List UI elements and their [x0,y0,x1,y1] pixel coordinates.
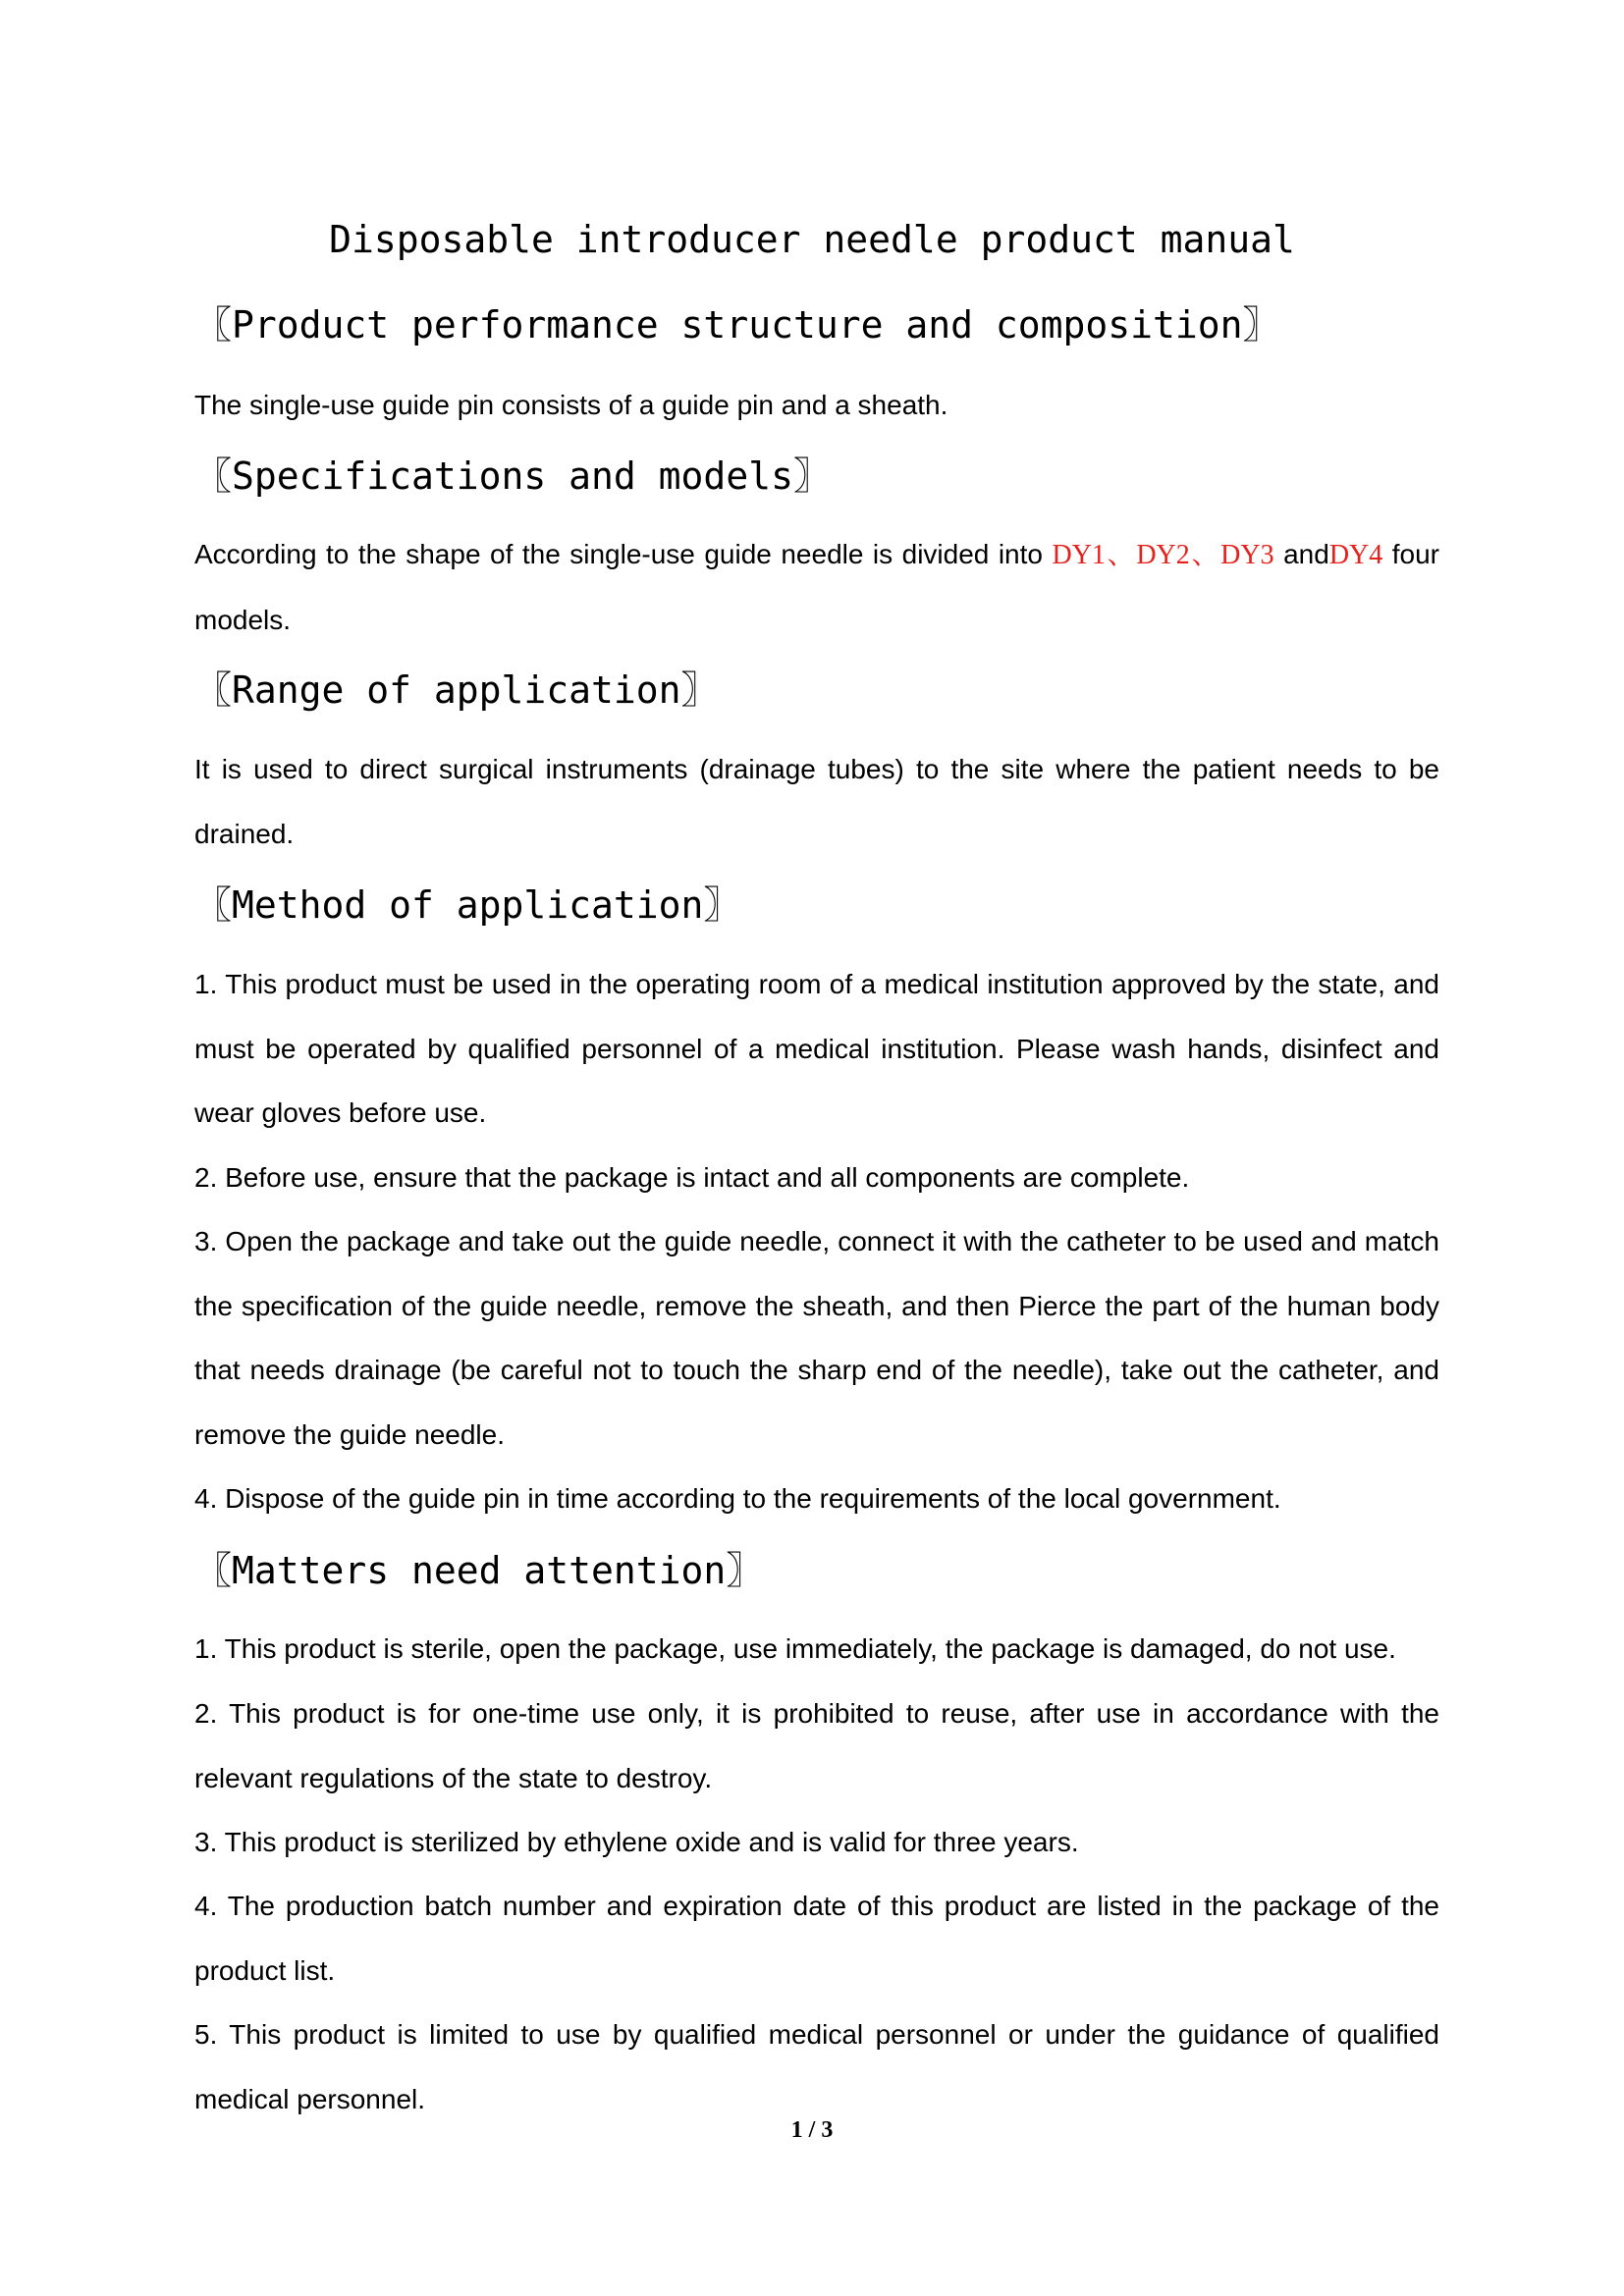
method-item-2: 2. Before use, ensure that the package is intact and all components are complete. [194,1162,1190,1193]
method-item-1: 1. This product must be used in the operating room of a medical institution approved by the state, and must be operated by qualified personnel of a medical institution. Please wash hands, disinfect and wear gloves before use. [194,969,1439,1128]
spec-model-last-red: DY4 [1328,540,1383,570]
section-heading-composition: 〖Product performance structure and composition〗 [194,303,1280,347]
spec-models-red: DY1、DY2、DY3 [1052,540,1274,570]
section-heading-method: 〖Method of application〗 [194,883,741,927]
method-item-3: 3. Open the package and take out the guide needle, connect it with the catheter to be used and match the specification of the guide needle, remove the sheath, and then Pierce the part of the human body that needs drainage (be careful not to touch the sharp end of the needle), take out the catheter, and remove the guide needle. [194,1226,1439,1450]
spec-text-start: According to the shape of the single-use guide needle is divided into [194,539,1053,569]
attention-item-1: 1. This product is sterile, open the package, use immediately, the package is damaged, do not use. [194,1633,1396,1664]
section-heading-specifications: 〖Specifications and models〗 [194,454,831,498]
paragraph-composition: The single-use guide pin consists of a guide pin and a sheath. [194,390,948,420]
spec-text-and: and [1273,539,1329,569]
attention-item-4: 4. The production batch number and expiration date of this product are listed in the package of the product list. [194,1891,1439,1986]
attention-item-5: 5. This product is limited to use by qualified medical personnel or under the guidance of qualified medical personnel. [194,2019,1439,2114]
paragraph-range: It is used to direct surgical instruments (drainage tubes) to the site where the patient needs to be drained. [194,754,1439,849]
page-number: 1 / 3 [790,2117,834,2143]
method-item-4: 4. Dispose of the guide pin in time according to the requirements of the local government. [194,1483,1281,1514]
attention-item-3: 3. This product is sterilized by ethylene oxide and is valid for three years. [194,1827,1079,1857]
document-title: Disposable introducer needle product manual [329,218,1295,261]
paragraph-specifications [194,522,1439,652]
attention-item-2: 2. This product is for one-time use only, it is prohibited to reuse, after use in accordance with the relevant regulations of the state to destroy. [194,1698,1439,1793]
spec-text-end: four models. [194,539,1439,635]
section-heading-range: 〖Range of application〗 [194,668,719,712]
section-heading-attention: 〖Matters need attention〗 [194,1549,764,1592]
